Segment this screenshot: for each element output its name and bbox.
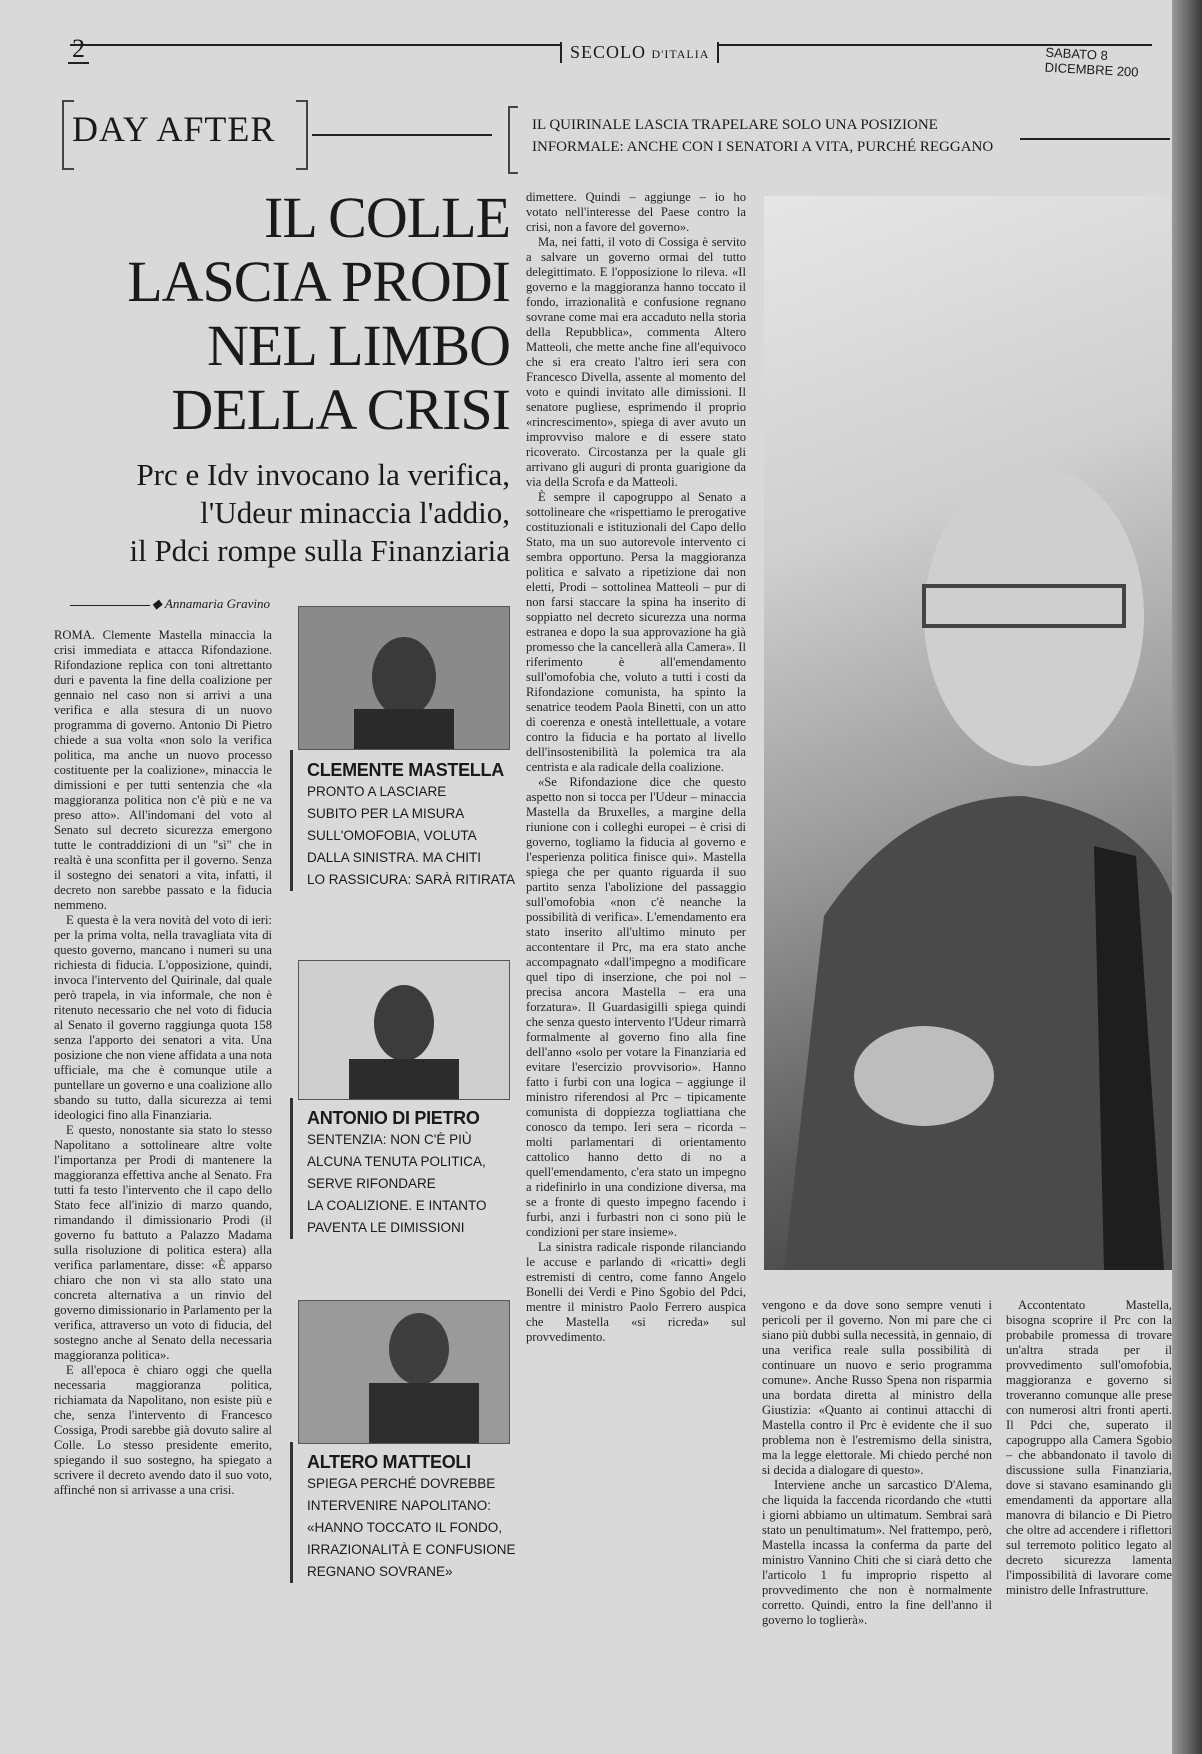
box-line: SUBITO PER LA MISURA bbox=[307, 806, 465, 821]
box-line: DALLA SINISTRA. MA CHITI bbox=[307, 850, 482, 865]
paragraph: Interviene anche un sarcastico D'Alema, che liquida la faccenda ricordando che «tutti i giorni abbiamo un ultimatum. Sembrai sarà stato un penultimatum». Nel frattempo, però, Mastella incassa la conferma da parte del ministro Vannino Chiti che si ciarà detto che l'articolo 1 fu improprio rispetto al provvedimento che non è normalmente corretto. Quindi, entro la fine dell'anno il governo lo toglierà». bbox=[762, 1478, 992, 1627]
box-line: PAVENTA LE DIMISSIONI bbox=[307, 1220, 465, 1235]
paragraph: E questo, nonostante sia stato lo stesso Napolitano a sottolineare altre volte l'importanza per Prodi di mantenere la maggioranza effettiva anche al Senato. Fra tutti fa testo l'intervento che il capo dello Stato fece all'inizio di marzo quando, rimandando il dimissionario Prodi (il governo fu battuto a Palazzo Madama sulla risoluzione di politica estera) alla verifica parlamentare, disse: «È apparso chiaro che non vi sta allo stato una concreta alternativa a un rinvio del governo dimissionario in Parlamento per la verifica, attraverso un voto di fiducia, del sostegno anche al Senato della necessaria maggioranza politica». bbox=[54, 1123, 272, 1362]
box-line: LA COALIZIONE. E INTANTO bbox=[307, 1198, 487, 1213]
page-gutter-shadow bbox=[1172, 0, 1202, 1754]
headline-line: LASCIA PRODI bbox=[127, 249, 510, 314]
paragraph: La sinistra radicale risponde rilanciando le accuse e parlando di «ricatti» degli estremisti di centro, come fanno Angelo Bonelli dei Verdi e Pino Sgobio del Pdci, mentre il ministro Paolo Ferrero auspica che Mastella «si ricreda» sul provvedimento. bbox=[526, 1240, 746, 1344]
box-text bbox=[307, 1473, 529, 1583]
kicker-bracket bbox=[508, 106, 518, 174]
deck-line: Prc e Idv invocano la verifica, bbox=[136, 457, 510, 492]
box-name: ALTERO MATTEOLI bbox=[307, 1452, 471, 1472]
box-text bbox=[307, 781, 529, 891]
box-line: SPIEGA PERCHÉ DOVREBBE bbox=[307, 1476, 496, 1491]
box-name: ANTONIO DI PIETRO bbox=[307, 1108, 480, 1128]
box-line: PRONTO A LASCIARE bbox=[307, 784, 447, 799]
photo-di-pietro bbox=[298, 960, 510, 1100]
section-rule bbox=[312, 134, 492, 136]
portrait-illustration bbox=[299, 961, 509, 1099]
paragraph: Ma, nei fatti, il voto di Cossiga è servito a salvare un governo ormai del tutto delegittimato. E l'opposizione lo rileva. «Il governo e la maggioranza hanno toccato il fondo, irrazionalità e confusione regnano sovrane come mai era accaduto nella storia della Repubblica», commenta Altero Matteoli, che mette anche fine all'equivoco che si era creato l'altro ieri sera con Francesco Divella, assente al momento del voto e quindi invitato alle dimissioni. Il senatore pugliese, esprimendo il proprio «rincrescimento», spiega di aver avuto un improvviso malore e di essere stato ricoverato. Circostanza per la quale gli arrivano gli auguri di pronta guarigione da via della Scrofa e da Matteoli. bbox=[526, 235, 746, 489]
box-line: INTERVENIRE NAPOLITANO: bbox=[307, 1498, 492, 1513]
portrait-illustration bbox=[299, 607, 509, 749]
kicker-rule bbox=[1020, 138, 1170, 140]
box-line: «HANNO TOCCATO IL FONDO, bbox=[307, 1520, 503, 1535]
quote-box-mastella bbox=[290, 750, 529, 891]
portrait-illustration bbox=[764, 196, 1172, 1270]
issue-date: SABATO 8 DICEMBRE 200 bbox=[1044, 44, 1139, 80]
headline-line: DELLA CRISI bbox=[171, 377, 510, 442]
page-number: 2 bbox=[68, 36, 89, 64]
section-bracket-right bbox=[296, 100, 308, 170]
paragraph: «Se Rifondazione dice che questo aspetto non si tocca per l'Udeur – minaccia Mastella da Bruxelles, a margine della riunione con i colleghi europei – è crisi di governo, togliamo la fiducia al governo e l'esperienza politica finisce qui». Mastella spiega che per quanto riguarda il suo partito senza l'abolizione del passaggio sull'omofobia «non c'è neanche la possibilità di verifica». L'emendamento era stato inserito all'ultimo minuto per accontentare il Prc, ma era stato anche accompagnato «dall'impegno a modificare quel tipo di inserzione, che poi nol – precisa ancora Mastella – era una forzatura». Il Guardasigilli spiega quindi che senza questo intervento l'Udeur rimarrà formalmente al governo fino alla fine dell'anno «solo per votare la Finanziaria ed evitare l'esercizio provvisorio». Hanno fatto i furbi con una logica – aggiunge il ministro riferendosi al Prc – tipicamente comunista di doppiezza togliattiana che conosco da tempo. Ieri sera – ricorda – molti parlamentari di orientamento cattolico hanno detto di no a quell'emendamento, c'era stato un impegno a ridefinirlo in una condizione diversa, ma se a fronte di questo impegno facendo i furbi, anzi i furbastri non ci sono più le condizioni per stare insieme». bbox=[526, 775, 746, 1239]
kicker: IL QUIRINALE LASCIA TRAPELARE SOLO UNA POSIZIONE INFORMALE: ANCHE CON I SENATORI A VITA, PURCHÉ REGGANO bbox=[532, 117, 994, 155]
headline-line: NEL LIMBO bbox=[207, 313, 510, 378]
article-column-1 bbox=[54, 628, 272, 1750]
box-line: ALCUNA TENUTA POLITICA, bbox=[307, 1154, 486, 1169]
paragraph: ROMA. Clemente Mastella minaccia la crisi immediata e attacca Rifondazione. Rifondazione replica con toni altrettanto duri e paventa la fine della coalizione per gennaio nel caso non si arrivi a una verifica e alla stesura di un nuovo programma di governo. Antonio Di Pietro chiede a sua volta «non solo la verifica politica, ma anche un nuovo processo costituente per la coalizione», minaccia le dimissioni e per tutti sentenzia che «la maggioranza politica non c'è più e ne va preso atto». All'indomani del voto al Senato sul decreto sicurezza emergono tutte le contraddizioni di un "sì" che in realtà è una sconfitta per il governo. Senza il sostegno dei senatori a vita, infatti, il decreto non sarebbe passato e la fiducia nemmeno. bbox=[54, 628, 272, 912]
box-line: IRRAZIONALITÀ E CONFUSIONE bbox=[307, 1542, 516, 1557]
box-text bbox=[307, 1129, 529, 1239]
quote-box-matteoli bbox=[290, 1442, 529, 1583]
headline bbox=[100, 186, 510, 442]
quote-box-di-pietro bbox=[290, 1098, 529, 1239]
paragraph: E questa è la vera novità del voto di ieri: per la prima volta, nella travagliata vita di questo governo, mancano i numeri su una richiesta di fiducia. L'opposizione, quindi, invoca l'intervento del Quirinale, dal quale però trapela, in via informale, che non è ritenuto necessario che nel voto di fiducia al Senato il governo raggiunga quota 158 senza l'apporto dei senatori a vita. Una posizione che non viene affidata a una nota ufficiale, ma che è comunque utile a puntellare un governo e una coalizione allo sbando su tutto, dalla sicurezza ai temi ideologici fino alla Finanziaria. bbox=[54, 913, 272, 1122]
box-line: SULL'OMOFOBIA, VOLUTA bbox=[307, 828, 477, 843]
headline-line: IL COLLE bbox=[264, 185, 510, 250]
deck-line: l'Udeur minaccia l'addio, bbox=[200, 495, 510, 530]
masthead bbox=[560, 42, 719, 63]
author-name: Annamaria Gravino bbox=[164, 596, 270, 611]
paragraph: vengono e da dove sono sempre venuti i pericoli per il governo. Non mi pare che ci siano più dubbi sulla necessità, in gennaio, di una verifica reale sulla possibilità di continuare un nuovo e serio programma comune». Anche Russo Spena non risparmia una bordata diretta al ministro della Giustizia: «Quanto ai continui attacchi di Mastella contro il Prc è evidente che il suo problema non è l'estremismo della sinistra, ma la legge elettorale. Mi chiedo perché non si decida a dialogare di questo». bbox=[762, 1298, 992, 1477]
paragraph: Accontentato Mastella, bisogna scoprire il Prc con la probabile promessa di trovare un'altra strada per il provvedimento sull'omofobia, maggioranza e governo si troveranno comunque alle prese con numerosi altri fronti aperti. Il Pdci che, superato il capogruppo alla Camera Sgobio – che abbandonato il tavolo di discussione sulla Finanziaria, dove si stavano esaminando gli emendamenti da apportare alla manovra di bilancio e Di Pietro che oltre ad accendere i riflettori sul terremoto politico legato al decreto sicurezza lamenta l'impossibilità di lavorare come ministro delle Infrastrutture. bbox=[1006, 1298, 1172, 1597]
box-line: REGNANO SOVRANE» bbox=[307, 1564, 453, 1579]
photo-matteoli bbox=[298, 1300, 510, 1444]
paragraph: dimettere. Quindi – aggiunge – io ho votato nell'interesse del Paese contro la crisi, non a favore del governo». bbox=[526, 190, 746, 234]
section-label: DAY AFTER bbox=[72, 109, 276, 149]
portrait-illustration bbox=[299, 1301, 509, 1443]
masthead-subtitle: D'ITALIA bbox=[651, 47, 710, 61]
photo-mastella bbox=[298, 606, 510, 750]
box-name: CLEMENTE MASTELLA bbox=[307, 760, 504, 780]
byline: ◆ Annamaria Gravino bbox=[54, 596, 270, 612]
box-line: SENTENZIA: NON C'È PIÙ bbox=[307, 1132, 472, 1147]
article-column-4 bbox=[1006, 1298, 1172, 1750]
box-line: LO RASSICURA: SARÀ RITIRATA bbox=[307, 872, 516, 887]
paragraph: E all'epoca è chiaro oggi che quella necessaria maggioranza politica, richiamata da Napolitano, non esiste più e che, senza l'intervento di Francesco Cossiga, Prodi sarebbe già dovuto salire al Colle. Lo stesso presidente emerito, spiegando il suo sostegno, ha spiegato a scrivere il decreto avendo dato il suo voto, affinché non si arrivasse a una crisi. bbox=[54, 1363, 272, 1497]
masthead-title: SECOLO bbox=[570, 42, 647, 62]
article-column-2 bbox=[526, 190, 746, 1750]
photo-napolitano bbox=[764, 196, 1172, 1270]
deck-line: il Pdci rompe sulla Finanziaria bbox=[129, 533, 510, 568]
paragraph: È sempre il capogruppo al Senato a sottolineare che «rispettiamo le prerogative costituzionali e istituzionali del Capo dello Stato, ma un suo autorevole intervento ci sembra opportuno. Persa la maggioranza politica e salvato a ripetizione dai non eletti, Prodi – sottolinea Matteoli – pur di non farsi staccare la spina ha inserito di soppiatto nel decreto sicurezza una norma estranea e dopo la sua approvazione ha già promesso che la cancellerà alla Camera». Il riferimento è all'emendamento sull'omofobia che, voluto a tutti i costi da Rifondazione comunista, ha spinto la senatrice teodem Paola Binetti, con un atto di coerenza e onestà intellettuale, a votare contro la fiducia e ha portato al livello dell'insostenibilità la polemica tra ala centrista e ala radicale della coalizione. bbox=[526, 490, 746, 774]
article-column-3 bbox=[762, 1298, 992, 1750]
box-line: SERVE RIFONDARE bbox=[307, 1176, 436, 1191]
deck bbox=[54, 456, 510, 570]
